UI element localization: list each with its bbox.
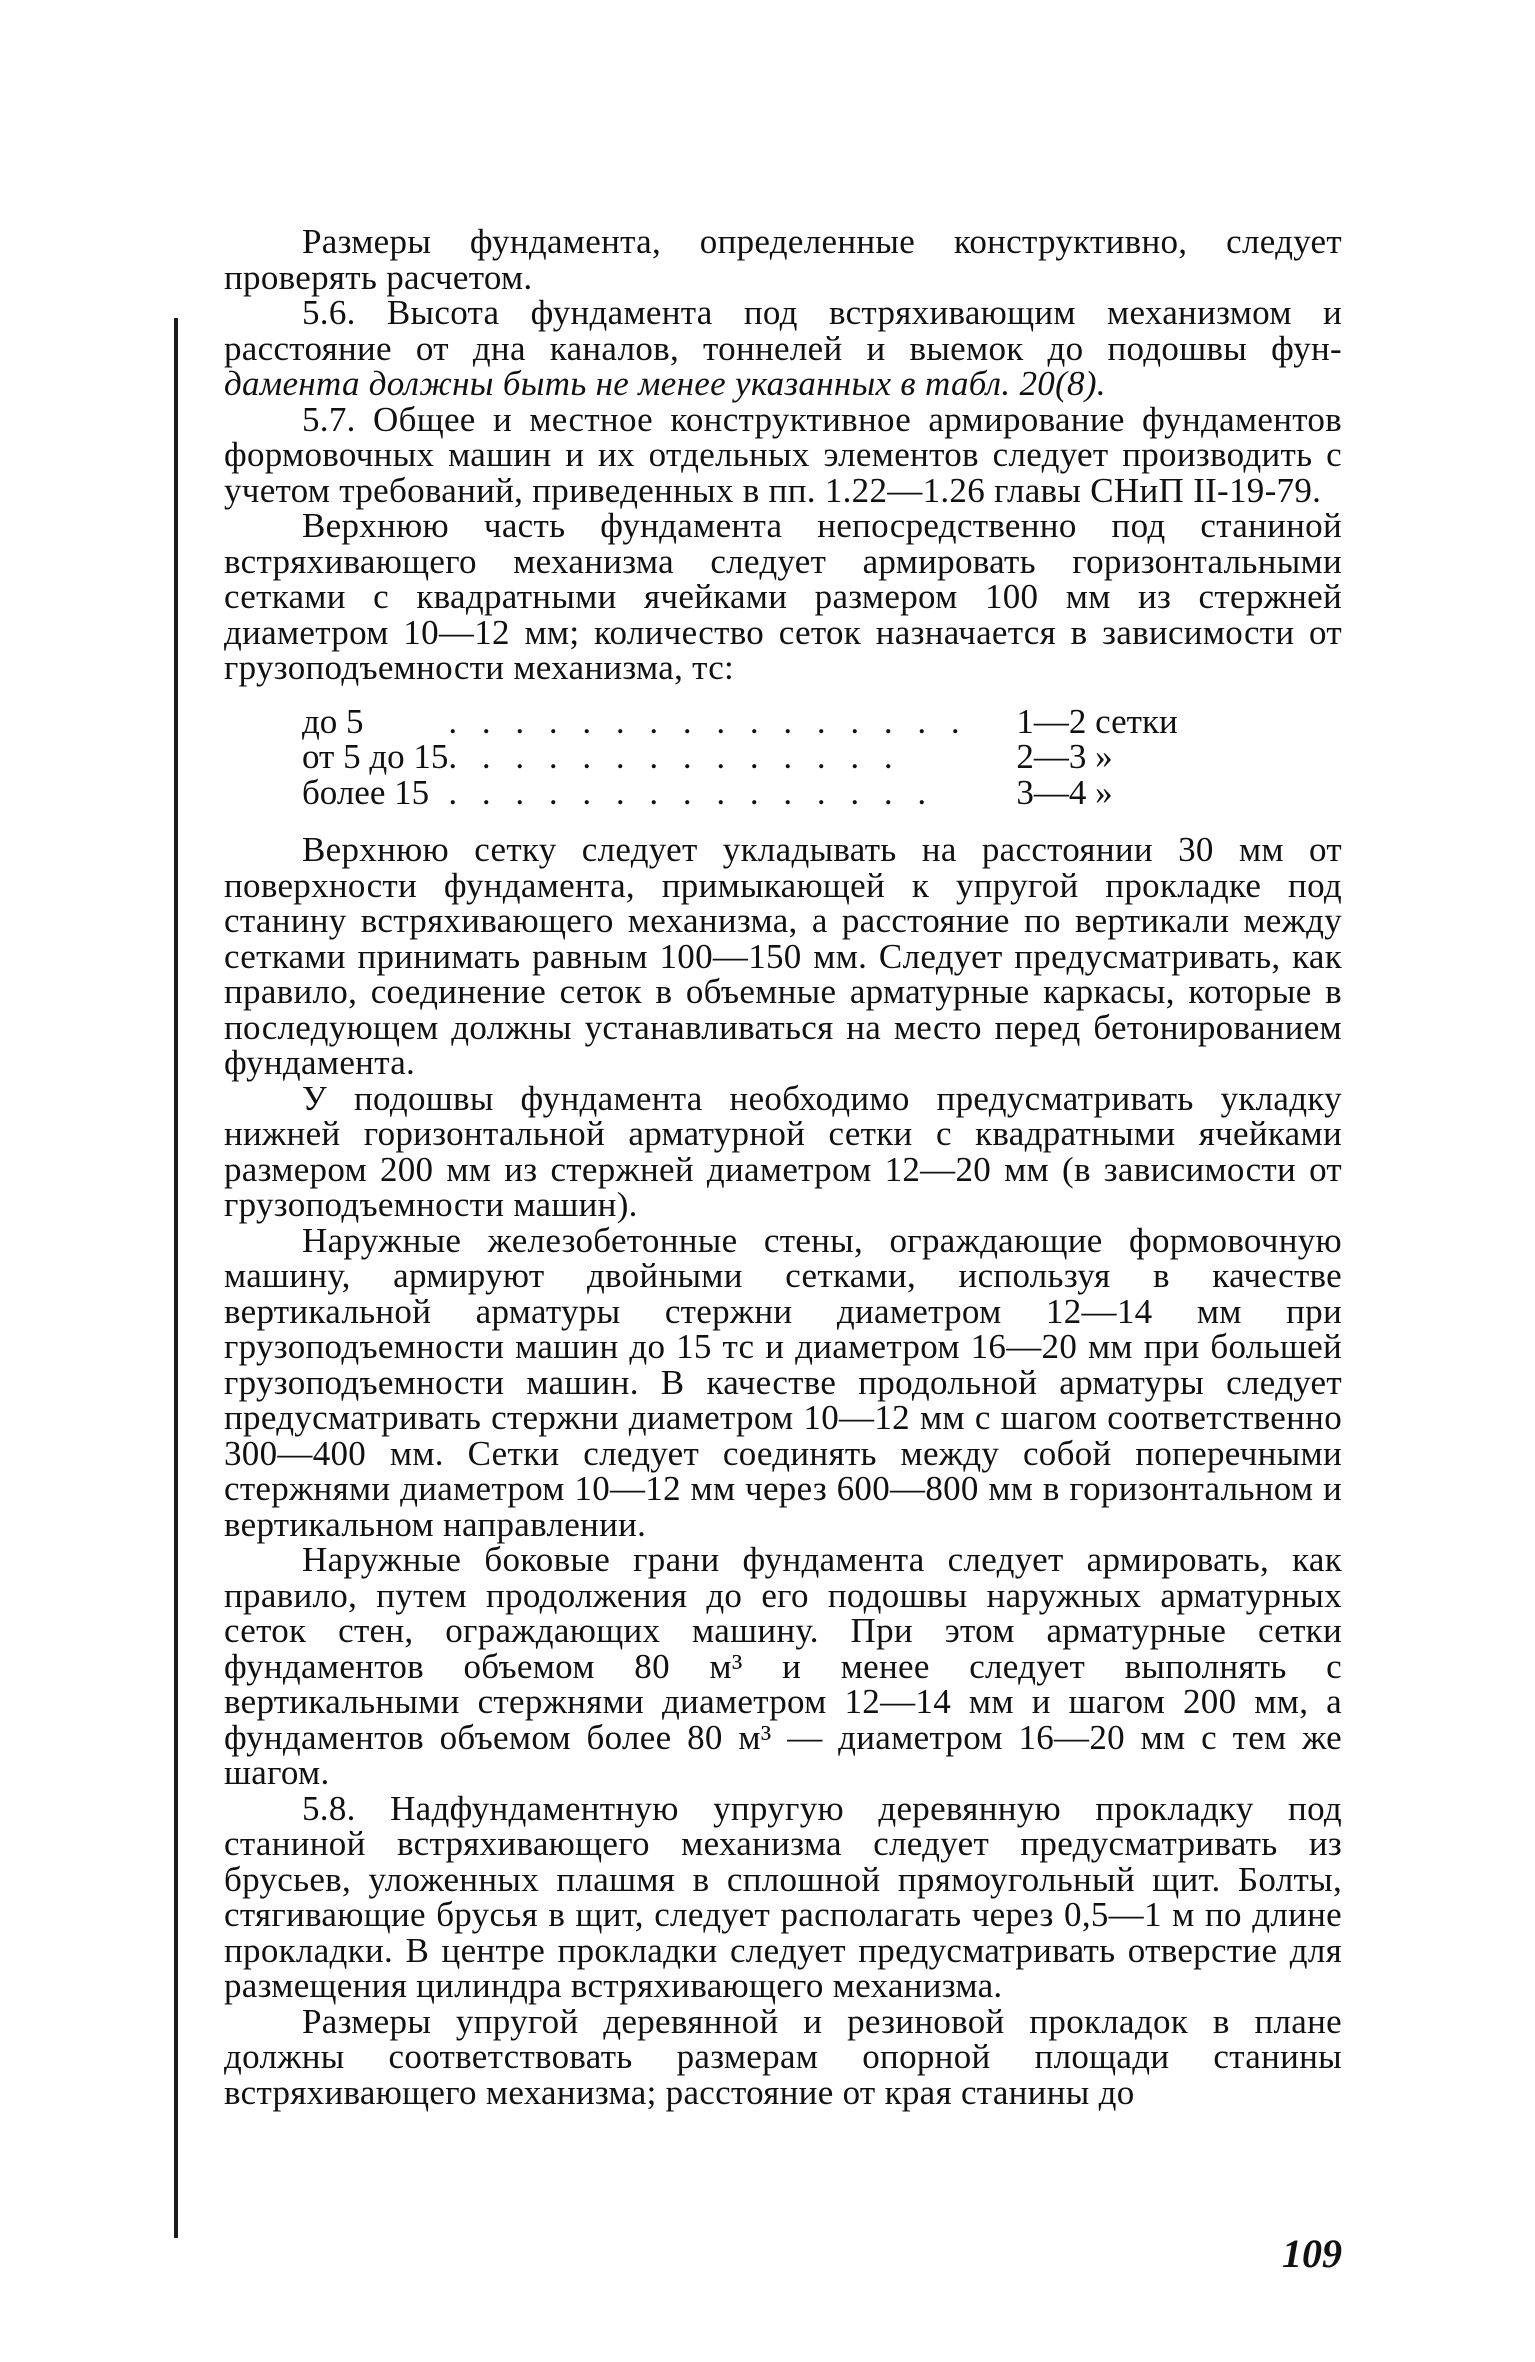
capacity-label: от 5 до 15: [302, 737, 449, 776]
leader-dots: . . . . . . . . . . . . . . . .: [448, 703, 968, 739]
capacity-label: более 15: [302, 772, 430, 812]
paragraph-5-6-lead: 5.6. Высота фундамента под встряхивающим механизмом и расстояние от дна каналов, тоннелей и выемок до подошвы фун-: [224, 293, 1342, 368]
leader-dots: . . . . . . . . . . . . . . .: [448, 774, 935, 810]
paragraph-outer-walls: Наружные железобетонные стены, ограждающие формовочную машину, армируют двойными сетками, используя в качестве вертикальной арматуры стержни диаметром 12—14 мм при грузоподъемности машин до 15 тс и диаметром 16—20 мм при большей грузоподъемности машин. В качестве продольной арматуры следует предусматривать стержни диаметром 10—12 мм с шагом соответственно 300—400 мм. Сетки следует соединять между собой поперечными стержнями диаметром 10—12 мм через 600—800 мм в горизонтальном и вертикальном направлении.: [224, 1220, 1342, 1544]
paragraph-mesh-spacing: Верхнюю сетку следует укладывать на расстоянии 30 мм от поверхности фундамента, примыкающей к упругой прокладке под станину встряхивающего механизма, а расстояние по вертикали между сетками принимать равным 100—150 мм. Следует предусматривать, как правило, соединение сеток в объемные арматурные каркасы, которые в последующем должны устанавливаться на место перед бетонированием фундамента.: [224, 830, 1342, 1082]
paragraph-bottom-mesh: У подошвы фундамента необходимо предусматривать укладку нижней горизонтальной арматурной сетки с квадратными ячейками размером 200 мм из стержней диаметром 12—20 мм (в зависимости от грузоподъемности машин).: [224, 1078, 1342, 1224]
table-row: [302, 704, 1242, 740]
paragraph-5-6-italic: дамента должны быть не менее указанных в табл. 20(8).: [224, 364, 1106, 403]
paragraph-5-8: 5.8. Надфундаментную упругую деревянную прокладку под станиной встряхивающего механизма следует предусматривать из брусьев, уложенных плашмя в сплошной прямоугольный щит. Болты, стягивающие брусья в щит, следует располагать через 0,5—1 м по длине прокладки. В центре прокладки следует предусматривать отверстие для размещения цилиндра встряхивающего механизма.: [224, 1788, 1342, 2005]
paragraph-side-faces: Наружные боковые грани фундамента следует армировать, как правило, путем продолжения до его подошвы наружных арматурных сеток стен, ограждающих машину. При этом арматурные сетки фундаментов объемом 80 м³ и менее следует выполнять с вертикальными стержнями диаметром 12—14 мм и шагом 200 мм, а фундаментов объемом более 80 м³ — диаметром 16—20 мм с тем же шагом.: [224, 1540, 1342, 1792]
paragraph-upper-mesh: Верхнюю часть фундамента непосредственно под станиной встряхивающего механизма следует армировать горизонтальными сетками с квадратными ячейками размером 100 мм из стержней диаметром 10—12 мм; количество сеток назначается в зависимости от грузоподъемности механизма, тс:: [224, 506, 1342, 687]
mesh-count: 2—3 »: [1016, 737, 1113, 776]
page-number: 109: [1282, 2231, 1342, 2276]
mesh-count: 1—2 сетки: [1016, 701, 1178, 741]
table-row: [302, 739, 1242, 775]
paragraph-strength-check: Размеры фундамента, определенные конструктивно, следует проверять расчетом.: [224, 222, 1342, 297]
capacity-label: до 5: [302, 701, 364, 741]
margin-change-bar: [174, 318, 178, 2238]
table-row: [302, 775, 1242, 811]
paragraph-pad-dimensions: Размеры упругой деревянной и резиновой прокладок в плане должны соответствовать размерам опорной площади станины встряхивающего механизма; расстояние от края станины до: [224, 2001, 1342, 2112]
body-text: [224, 224, 1342, 2110]
mesh-count-table: [302, 701, 1242, 812]
paragraph-5-7: 5.7. Общее и местное конструктивное армирование фундаментов формовочных машин и их отдельных элементов следует производить с учетом требований, приведенных в пп. 1.22—1.26 главы СНиП II-19-79.: [224, 399, 1342, 510]
paragraph-5-6: [224, 295, 1342, 402]
mesh-count: 3—4 »: [1016, 772, 1113, 812]
leader-dots: . . . . . . . . . . . . . .: [448, 739, 901, 775]
